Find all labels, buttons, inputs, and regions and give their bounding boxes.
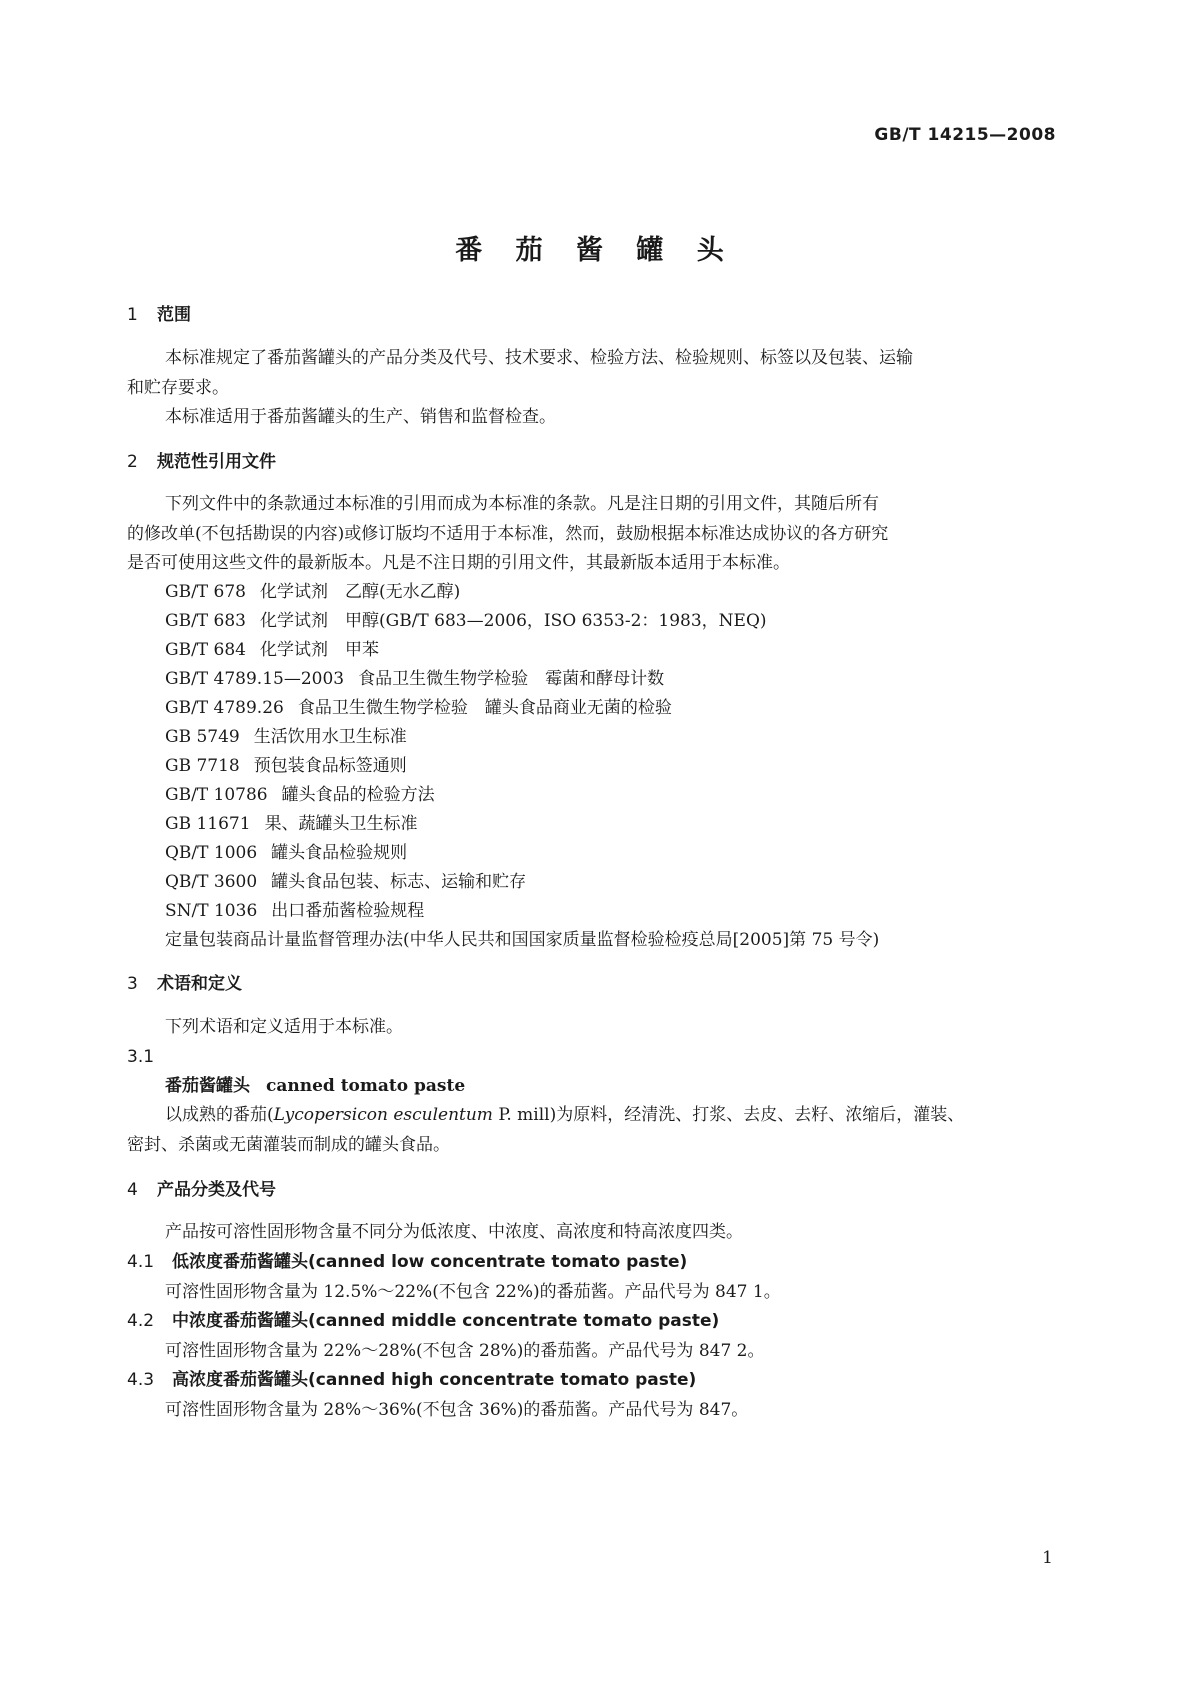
paragraph-line: 和贮存要求。 <box>127 378 229 398</box>
reference-item: GB 7718 预包装食品标签通则 <box>165 756 407 776</box>
section-1-heading <box>127 303 191 327</box>
latin-name: Lycopersicon esculentum <box>273 1105 493 1125</box>
term-chinese: 番茄酱罐头 <box>165 1076 250 1096</box>
reference-item: GB/T 684 化学试剂 甲苯 <box>165 640 379 660</box>
reference-item: GB 5749 生活饮用水卫生标准 <box>165 727 407 747</box>
reference-item: 定量包装商品计量监督管理办法(中华人民共和国国家质量监督检验检疫总局[2005]第 75 号令) <box>165 930 880 950</box>
reference-item: GB/T 10786 罐头食品的检验方法 <box>165 785 435 805</box>
subsection-heading: 4.1 低浓度番茄酱罐头(canned low concentrate tomato paste) <box>127 1252 688 1272</box>
section-title: 规范性引用文件 <box>157 452 276 472</box>
document-title: 番 茄 酱 罐 头 <box>455 235 736 266</box>
reference-item: QB/T 3600 罐头食品包装、标志、运输和贮存 <box>165 872 527 892</box>
term-number: 3.1 <box>127 1047 155 1067</box>
reference-item: GB 11671 果、蔬罐头卫生标准 <box>165 814 418 834</box>
section-number: 3 <box>127 974 138 994</box>
section-2-heading <box>127 450 276 474</box>
reference-item: GB/T 4789.26 食品卫生微生物学检验 罐头食品商业无菌的检验 <box>165 698 672 718</box>
paragraph-line: 下列文件中的条款通过本标准的引用而成为本标准的条款。凡是注日期的引用文件，其随后所有 <box>165 494 879 514</box>
section-number: 4 <box>127 1180 138 1200</box>
reference-item: GB/T 683 化学试剂 甲醇(GB/T 683—2006，ISO 6353-2：1983，NEQ) <box>165 611 767 631</box>
reference-item: GB/T 4789.15—2003 食品卫生微生物学检验 霉菌和酵母计数 <box>165 669 665 689</box>
section-title: 产品分类及代号 <box>157 1180 276 1200</box>
section-number: 1 <box>127 305 138 325</box>
subsection-text: 可溶性固形物含量为 12.5%～22%(不包含 22%)的番茄酱。产品代号为 847 1。 <box>165 1282 781 1302</box>
term-definition-line: 密封、杀菌或无菌灌装而制成的罐头食品。 <box>127 1135 450 1155</box>
term-english: canned tomato paste <box>266 1076 466 1096</box>
paragraph-line: 本标准规定了番茄酱罐头的产品分类及代号、技术要求、检验方法、检验规则、标签以及包装、运输 <box>165 348 913 368</box>
section-title: 范围 <box>157 305 191 325</box>
section-title: 术语和定义 <box>157 974 242 994</box>
paragraph: 本标准适用于番茄酱罐头的生产、销售和监督检查。 <box>165 407 556 427</box>
term-definition-line: 以成熟的番茄(Lycopersicon esculentum P. mill)为原料，经清洗、打浆、去皮、去籽、浓缩后，灌装、 <box>165 1105 965 1125</box>
standard-code: GB/T 14215—2008 <box>874 125 1056 145</box>
section-4-heading <box>127 1178 276 1202</box>
reference-item: QB/T 1006 罐头食品检验规则 <box>165 843 408 863</box>
paragraph-line: 是否可使用这些文件的最新版本。凡是不注日期的引用文件，其最新版本适用于本标准。 <box>127 553 790 573</box>
section-number: 2 <box>127 452 138 472</box>
section-3-heading <box>127 972 242 996</box>
subsection-heading: 4.2 中浓度番茄酱罐头(canned middle concentrate tomato paste) <box>127 1311 720 1331</box>
paragraph: 下列术语和定义适用于本标准。 <box>165 1017 403 1037</box>
paragraph-line: 的修改单(不包括勘误的内容)或修订版均不适用于本标准，然而，鼓励根据本标准达成协议的各方研究 <box>127 524 889 544</box>
reference-item: SN/T 1036 出口番茄酱检验规程 <box>165 901 425 921</box>
paragraph: 产品按可溶性固形物含量不同分为低浓度、中浓度、高浓度和特高浓度四类。 <box>165 1222 743 1242</box>
subsection-text: 可溶性固形物含量为 28%～36%(不包含 36%)的番茄酱。产品代号为 847。 <box>165 1400 749 1420</box>
subsection-text: 可溶性固形物含量为 22%～28%(不包含 28%)的番茄酱。产品代号为 847 2。 <box>165 1341 765 1361</box>
term-heading <box>165 1074 465 1098</box>
subsection-heading: 4.3 高浓度番茄酱罐头(canned high concentrate tomato paste) <box>127 1370 697 1390</box>
reference-item: GB/T 678 化学试剂 乙醇(无水乙醇) <box>165 582 461 602</box>
page-number: 1 <box>1042 1548 1053 1568</box>
